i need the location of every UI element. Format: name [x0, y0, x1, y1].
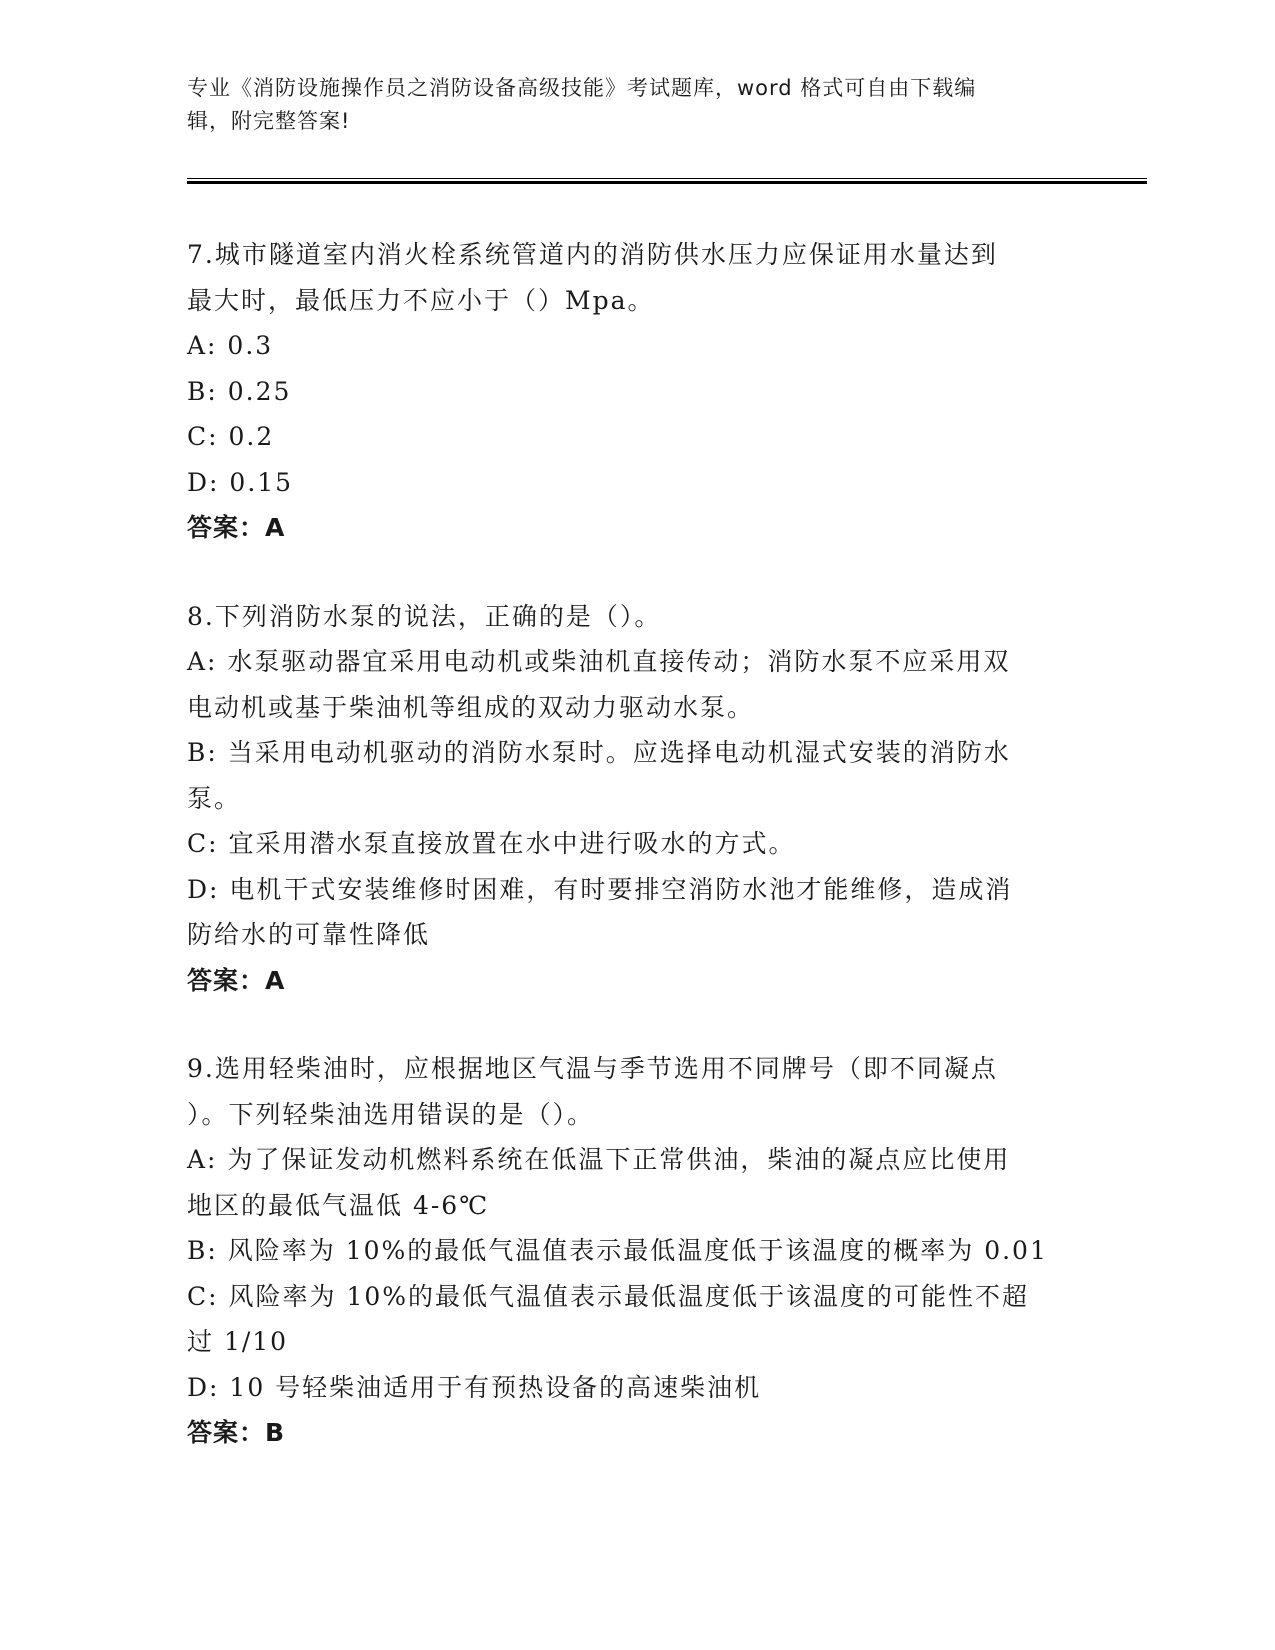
question-list	[187, 232, 1067, 1499]
option-d: D: 0.15	[187, 467, 294, 497]
option-d-line-1: D: 电机干式安装维修时困难，有时要排空消防水池才能维修，造成消	[187, 874, 1013, 904]
option-d-line-1: D: 10 号轻柴油适用于有预热设备的高速柴油机	[187, 1372, 762, 1402]
option-a-line-1: A: 水泵驱动器宜采用电动机或柴油机直接传动；消防水泵不应采用双	[187, 647, 1011, 676]
question-text-line-1: 8.下列消防水泵的说法，正确的是（）。	[187, 601, 662, 631]
option-a-line-2: 地区的最低气温低 4-6℃	[187, 1190, 490, 1220]
option-d-line-2: 防给水的可靠性降低	[187, 920, 431, 949]
question-text	[187, 594, 1067, 640]
option-a	[187, 1137, 1067, 1228]
option-b	[187, 1228, 1067, 1274]
option-c	[187, 821, 1067, 867]
option-b-line-1: B: 当采用电动机驱动的消防水泵时。应选择电动机湿式安装的消防水	[187, 738, 1011, 767]
question-text	[187, 232, 1067, 323]
option-a	[187, 639, 1067, 730]
question-9	[187, 1046, 1067, 1456]
answer-label: 答案：A	[187, 513, 286, 542]
option-a-line-1: A: 为了保证发动机燃料系统在低温下正常供油，柴油的凝点应比使用	[187, 1145, 1011, 1174]
answer-label: 答案：B	[187, 1418, 286, 1447]
question-text-line-2: 最大时，最低压力不应小于（）Mpa。	[187, 285, 655, 315]
option-b	[187, 730, 1067, 821]
option-c-line-1: C: 宜采用潜水泵直接放置在水中进行吸水的方式。	[187, 829, 796, 858]
option-d	[187, 867, 1067, 958]
question-7	[187, 232, 1067, 551]
header-line-1: 专业《消防设施操作员之消防设备高级技能》考试题库，word 格式可自由下载编	[187, 76, 977, 100]
option-b: B: 0.25	[187, 376, 292, 406]
option-c: C: 0.2	[187, 422, 275, 451]
option-c	[187, 1274, 1067, 1365]
header-divider-thick	[187, 181, 1147, 184]
option-b-line-1: B: 风险率为 10%的最低气温值表示最低温度低于该温度的概率为 0.01	[187, 1236, 1048, 1265]
option-b-line-2: 泵。	[187, 783, 242, 813]
option-c-line-2: 过 1/10	[187, 1327, 289, 1356]
question-text-line-1: 7.城市隧道室内消火栓系统管道内的消防供水压力应保证用水量达到	[187, 240, 998, 269]
option-a-line-2: 电动机或基于柴油机等组成的双动力驱动水泵。	[187, 692, 755, 722]
page-header	[187, 72, 1067, 138]
question-text-line-1: 9.选用轻柴油时，应根据地区气温与季节选用不同牌号（即不同凝点	[187, 1054, 998, 1083]
answer-label: 答案：A	[187, 965, 286, 995]
option-d	[187, 1365, 1067, 1411]
option-c-line-1: C: 风险率为 10%的最低气温值表示最低温度低于该温度的可能性不超	[187, 1281, 1030, 1311]
header-divider-thin	[187, 178, 1147, 179]
question-text-line-2: ）。下列轻柴油选用错误的是（）。	[187, 1099, 595, 1129]
header-line-2: 辑，附完整答案!	[187, 109, 351, 133]
question-8	[187, 594, 1067, 1004]
question-text	[187, 1046, 1067, 1137]
option-a: A: 0.3	[187, 331, 274, 360]
